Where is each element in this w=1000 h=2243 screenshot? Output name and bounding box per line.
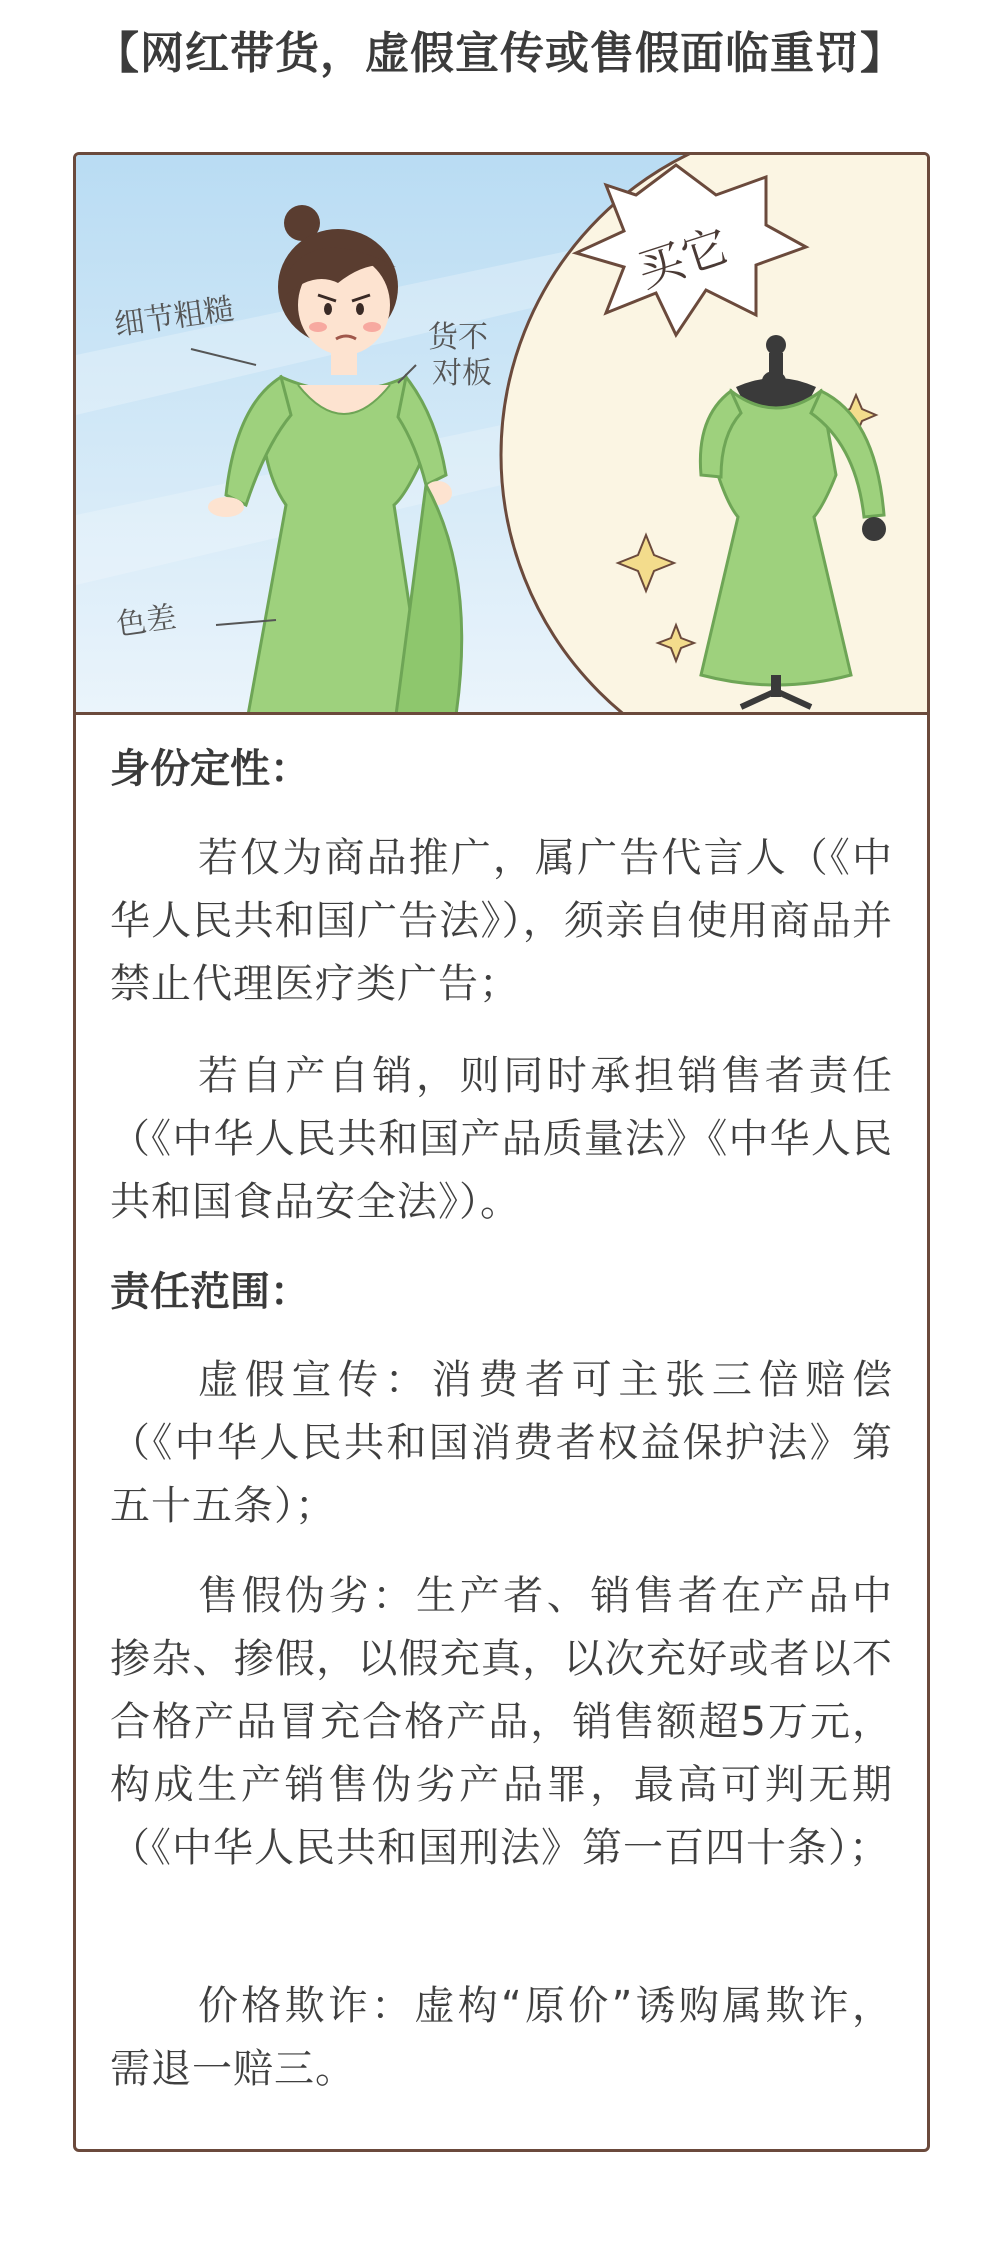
- identity-heading: 身份定性：: [110, 746, 310, 792]
- label-mismatch-1: 货不: [428, 320, 488, 355]
- liability-heading: 责任范围：: [110, 1269, 310, 1315]
- label-mismatch-2: 对板: [432, 356, 492, 391]
- liability-paragraph-3: 价格欺诈：虚构“原价”诱购属欺诈，需退一赔三。: [110, 1983, 893, 2092]
- content-panel: [73, 152, 930, 2152]
- identity-paragraph-2: 若自产自销，则同时承担销售者责任（《中华人民共和国产品质量法》《中华人民共和国食品安全法》）。: [110, 1053, 893, 1225]
- comic-illustration: [76, 155, 927, 715]
- bubble-text: 买它: [630, 218, 735, 299]
- liability-paragraph-2: 售假伪劣：生产者、销售者在产品中掺杂、掺假，以假充真，以次充好或者以不合格产品冒充合格产品，销售额超5万元，构成生产销售伪劣产品罪，最高可判无期（《中华人民共和国刑法》第一百四十条）；: [110, 1573, 893, 1871]
- identity-paragraph-1: 若仅为商品推广，属广告代言人（《中华人民共和国广告法》），须亲自使用商品并禁止代理医疗类广告；: [110, 835, 893, 1007]
- page-title: 【网红带货，虚假宣传或售假面临重罚】: [95, 28, 905, 79]
- label-color-diff: 色差: [114, 599, 179, 643]
- label-detail: 细节粗糙: [112, 291, 236, 343]
- liability-paragraph-1: 虚假宣传：消费者可主张三倍赔偿（《中华人民共和国消费者权益保护法》第五十五条）；: [110, 1357, 893, 1529]
